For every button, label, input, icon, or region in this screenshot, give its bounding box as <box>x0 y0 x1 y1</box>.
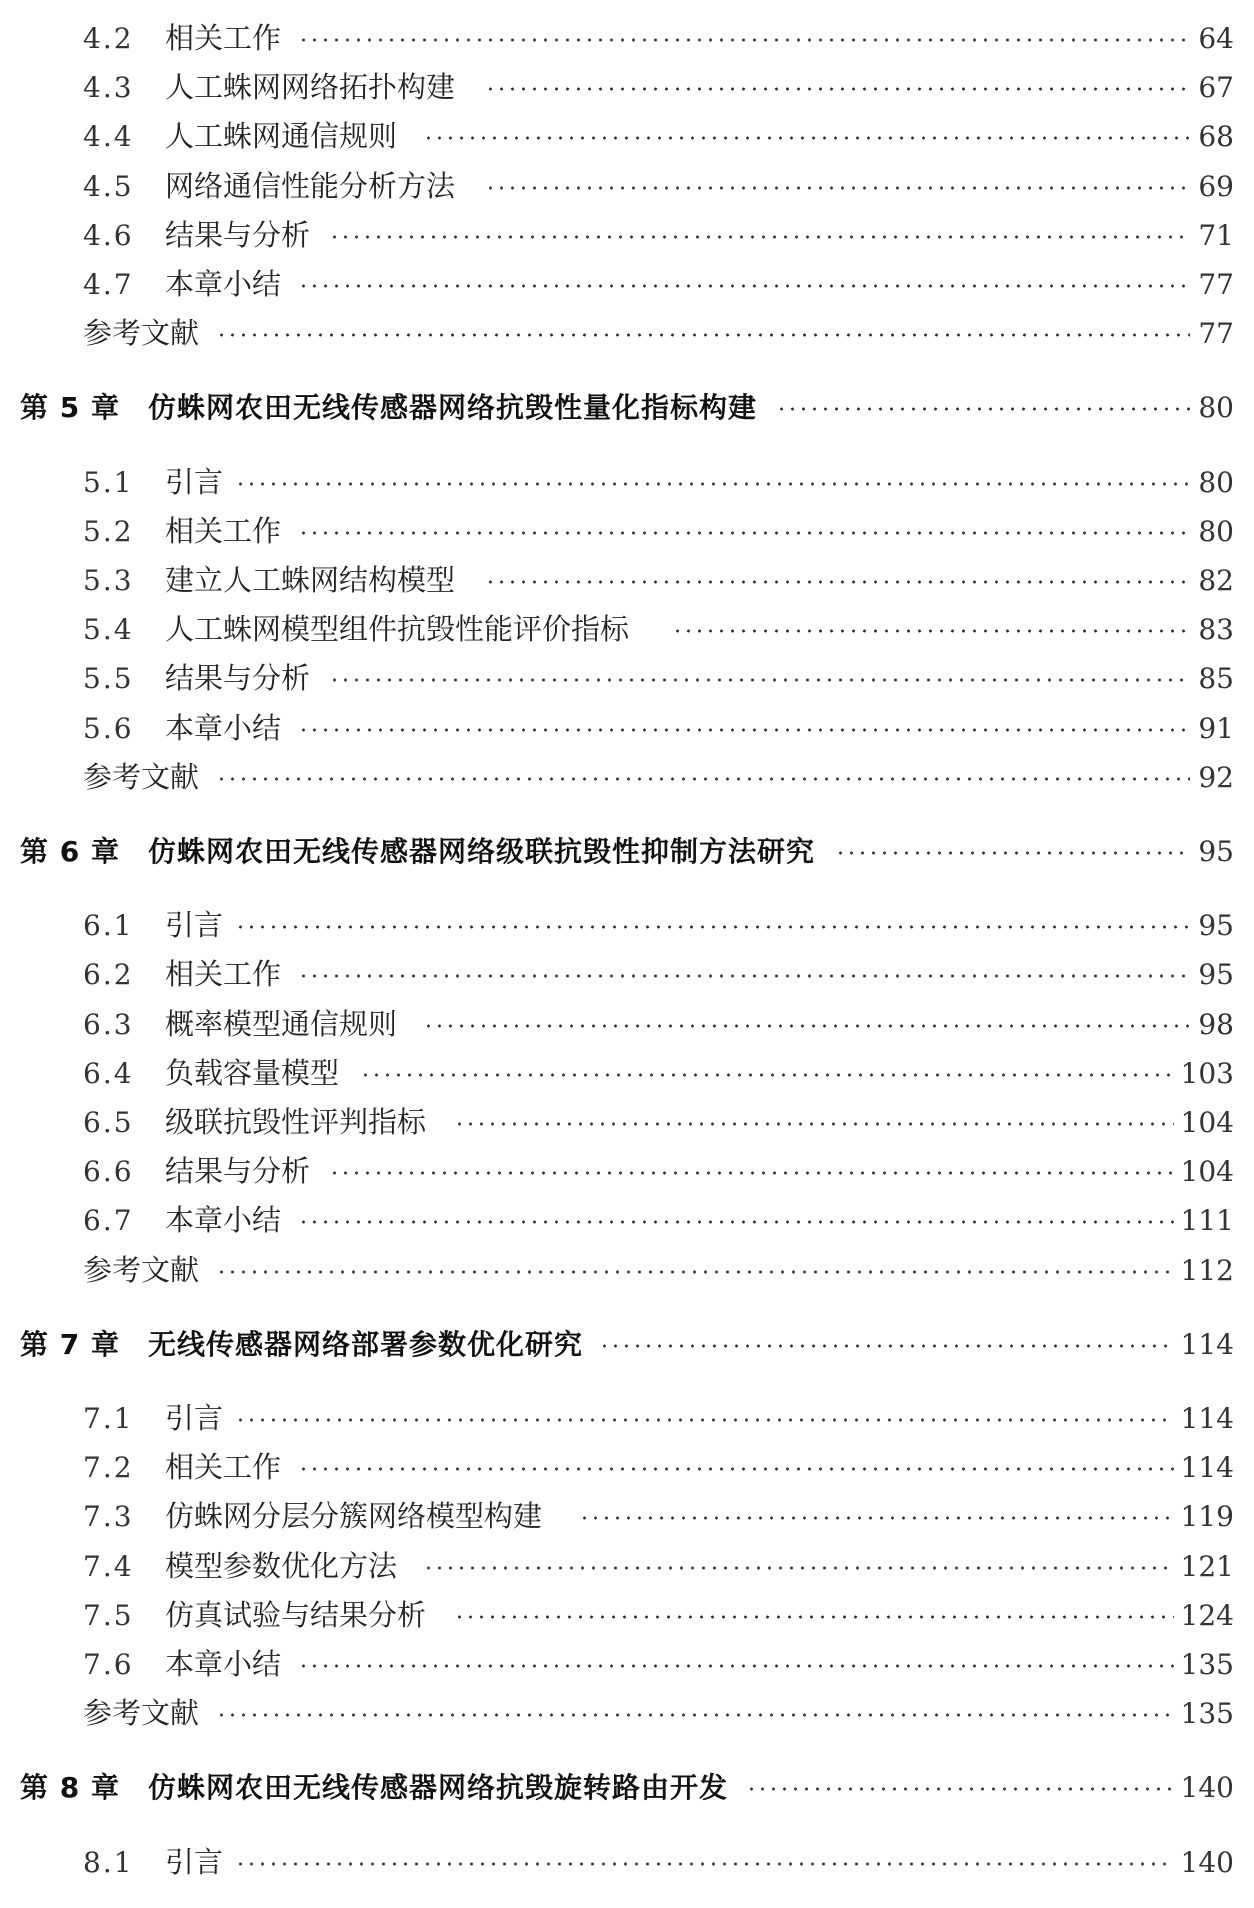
toc-leader-dots <box>298 284 1190 288</box>
toc-entry-row[interactable] <box>0 1196 1254 1245</box>
toc-leader-dots <box>298 974 1190 978</box>
toc-chapter-row[interactable] <box>0 383 1254 432</box>
toc-entry-number: 6.3 <box>83 1007 134 1041</box>
toc-leader-dots <box>298 531 1190 535</box>
toc-entry-row[interactable] <box>0 309 1254 358</box>
toc-entry-title: 仿蛛网分层分簇网络模型构建 <box>165 1499 543 1534</box>
toc-leader-dots <box>329 235 1190 239</box>
toc-page-number: 114 <box>1180 1327 1234 1361</box>
toc-entry-row[interactable] <box>0 1443 1254 1492</box>
toc-entry-number: 第 6 章 <box>20 835 120 868</box>
toc-page-number: 95 <box>1198 835 1234 868</box>
toc-entry-title: 结果与分析 <box>165 217 311 252</box>
toc-entry-title: 网络通信性能分析方法 <box>165 168 456 203</box>
toc-entry-row[interactable] <box>0 507 1254 556</box>
toc-entry-row[interactable] <box>0 1492 1254 1541</box>
toc-entry-number: 8.1 <box>83 1845 134 1879</box>
toc-leader-dots <box>216 1270 1174 1274</box>
toc-entry-number: 5.5 <box>83 662 134 696</box>
toc-entry-title: 参考文献 <box>83 1252 200 1287</box>
toc-leader-dots <box>423 1566 1174 1570</box>
toc-page-number: 124 <box>1180 1598 1234 1632</box>
toc-entry-row[interactable] <box>0 1049 1254 1098</box>
toc-page-number: 80 <box>1198 514 1234 548</box>
toc-entry-number: 7.4 <box>83 1549 134 1583</box>
toc-entry-title: 仿真试验与结果分析 <box>165 1597 427 1632</box>
toc-leader-dots <box>216 777 1190 781</box>
toc-leader-dots <box>216 333 1190 337</box>
toc-entry-title: 本章小结 <box>165 710 282 745</box>
toc-entry-title: 本章小结 <box>165 1647 282 1681</box>
toc-entry-row[interactable] <box>0 63 1254 112</box>
toc-entry-title: 相关工作 <box>165 1450 282 1485</box>
toc-leader-dots <box>235 925 1190 929</box>
toc-entry-number: 第 8 章 <box>20 1771 120 1805</box>
toc-entry-title: 引言 <box>165 464 224 499</box>
toc-entry-number: 4.3 <box>83 71 134 105</box>
toc-entry-title: 概率模型通信规则 <box>165 1006 398 1041</box>
toc-entry-title: 级联抗毁性评判指标 <box>165 1105 427 1139</box>
toc-page-number: 80 <box>1198 465 1234 499</box>
toc-entry-title: 建立人工蛛网结构模型 <box>165 563 456 597</box>
toc-page-number: 92 <box>1198 760 1234 794</box>
toc-entry-title: 引言 <box>165 1401 224 1435</box>
toc-entry-row[interactable] <box>0 1246 1254 1295</box>
toc-entry-number: 6.2 <box>83 958 134 992</box>
toc-page-number: 119 <box>1180 1500 1234 1534</box>
toc-entry-number: 5.4 <box>83 613 134 647</box>
toc-entry-title: 模型参数优化方法 <box>165 1548 398 1583</box>
toc-chapter-row[interactable] <box>0 827 1254 876</box>
toc-leader-dots <box>485 580 1190 584</box>
toc-page-number: 85 <box>1198 662 1234 696</box>
toc-leader-dots <box>776 407 1191 411</box>
toc-entry-number: 6.4 <box>83 1056 134 1090</box>
toc-entry-number: 5.2 <box>83 514 134 548</box>
toc-page-number: 140 <box>1180 1771 1234 1805</box>
toc-entry-row[interactable] <box>0 605 1254 654</box>
toc-entry-number: 4.4 <box>83 120 134 154</box>
toc-page-number: 83 <box>1198 613 1234 647</box>
toc-entry-number: 5.6 <box>83 711 134 745</box>
toc-leader-dots <box>298 1664 1174 1668</box>
toc-entry-row[interactable] <box>0 1147 1254 1196</box>
toc-leader-dots <box>454 1615 1174 1619</box>
toc-entry-title: 仿蛛网农田无线传感器网络抗毁性量化指标构建 <box>148 391 758 425</box>
toc-page-number: 114 <box>1180 1402 1234 1435</box>
toc-page-number: 82 <box>1198 564 1234 597</box>
toc-entry-row[interactable] <box>0 1689 1254 1738</box>
toc-page-number: 80 <box>1198 391 1234 425</box>
toc-entry-title: 人工蛛网网络拓扑构建 <box>165 70 456 105</box>
toc-leader-dots <box>235 1862 1174 1866</box>
toc-entry-number: 7.5 <box>83 1598 134 1632</box>
toc-entry-row[interactable] <box>0 211 1254 260</box>
toc-entry-number: 7.1 <box>83 1402 134 1435</box>
toc-entry-title: 相关工作 <box>165 513 282 548</box>
toc-entry-number: 6.5 <box>83 1106 134 1139</box>
toc-page-number: 104 <box>1180 1106 1234 1139</box>
toc-page-number: 111 <box>1180 1204 1234 1238</box>
toc-entry-number: 5.3 <box>83 564 134 597</box>
toc-entry-title: 引言 <box>165 1844 224 1879</box>
toc-entry-title: 本章小结 <box>165 267 282 301</box>
toc-leader-dots <box>423 1024 1190 1028</box>
toc-page-number: 64 <box>1198 22 1234 55</box>
toc-entry-number: 第 7 章 <box>20 1327 120 1361</box>
toc-entry-title: 结果与分析 <box>165 1154 311 1189</box>
toc-entry-number: 6.1 <box>83 909 134 943</box>
toc-entry-number: 6.6 <box>83 1155 134 1189</box>
toc-entry-title: 参考文献 <box>83 316 200 351</box>
toc-leader-dots <box>835 851 1191 855</box>
toc-entry-title: 本章小结 <box>165 1203 282 1238</box>
toc-entry-row[interactable] <box>0 1000 1254 1049</box>
toc-entry-number: 7.6 <box>83 1648 134 1681</box>
toc-entry-row[interactable] <box>0 1838 1254 1887</box>
toc-entry-title: 仿蛛网农田无线传感器网络抗毁旋转路由开发 <box>148 1771 729 1805</box>
toc-page-number: 112 <box>1180 1253 1234 1287</box>
toc-entry-title: 人工蛛网通信规则 <box>165 119 398 154</box>
toc-entry-row[interactable] <box>0 704 1254 753</box>
toc-page-number: 135 <box>1180 1648 1234 1681</box>
toc-page-number: 91 <box>1198 711 1234 745</box>
toc-entry-row[interactable] <box>0 950 1254 999</box>
toc-entry-row[interactable] <box>0 14 1254 63</box>
toc-page-number: 67 <box>1198 71 1234 105</box>
toc-leader-dots <box>423 136 1190 140</box>
toc-entry-row[interactable] <box>0 112 1254 161</box>
toc-entry-title: 参考文献 <box>83 759 200 794</box>
toc-entry-title: 引言 <box>165 908 224 943</box>
toc-entry-title: 参考文献 <box>83 1696 200 1731</box>
toc-entry-row[interactable] <box>0 654 1254 703</box>
toc-entry-row[interactable] <box>0 1098 1254 1147</box>
toc-leader-dots <box>599 1344 1175 1348</box>
toc-leader-dots <box>298 728 1190 732</box>
toc-leader-dots <box>360 1073 1174 1077</box>
toc-leader-dots <box>298 38 1190 42</box>
toc-entry-row[interactable] <box>0 1394 1254 1443</box>
toc-entry-title: 仿蛛网农田无线传感器网络级联抗毁性抑制方法研究 <box>148 835 816 868</box>
toc-page-number: 135 <box>1180 1697 1234 1731</box>
toc-page-number: 114 <box>1180 1451 1234 1485</box>
toc-page-number: 121 <box>1180 1549 1234 1583</box>
toc-page-number: 69 <box>1198 169 1234 203</box>
toc-entry-row[interactable] <box>0 1640 1254 1689</box>
toc-entry-row[interactable] <box>0 901 1254 950</box>
toc-entry-number: 6.7 <box>83 1204 134 1238</box>
toc-entry-number: 4.2 <box>83 22 134 55</box>
toc-entry-title: 相关工作 <box>165 21 282 55</box>
toc-leader-dots <box>485 186 1190 190</box>
toc-entry-row[interactable] <box>0 260 1254 309</box>
toc-page-number: 103 <box>1180 1056 1234 1090</box>
toc-page-number: 71 <box>1198 218 1234 252</box>
toc-leader-dots <box>746 1787 1174 1791</box>
toc-leader-dots <box>672 629 1190 633</box>
toc-page-number: 68 <box>1198 120 1234 154</box>
toc-entry-title: 负载容量模型 <box>165 1055 340 1090</box>
toc-entry-row[interactable] <box>0 162 1254 211</box>
toc-page-number: 95 <box>1198 958 1234 992</box>
toc-entry-title: 相关工作 <box>165 957 282 992</box>
toc-entry-number: 4.5 <box>83 169 134 203</box>
toc-entry-number: 4.6 <box>83 218 134 252</box>
toc-entry-number: 7.3 <box>83 1500 134 1534</box>
toc-entry-number: 5.1 <box>83 465 134 499</box>
toc-entry-title: 无线传感器网络部署参数优化研究 <box>148 1327 584 1361</box>
toc-page-number: 98 <box>1198 1007 1234 1041</box>
toc-leader-dots <box>298 1220 1174 1224</box>
toc-entry-number: 第 5 章 <box>20 391 120 425</box>
toc-page-number: 104 <box>1180 1155 1234 1189</box>
toc-entry-row[interactable] <box>0 1591 1254 1640</box>
toc-leader-dots <box>235 1418 1174 1422</box>
toc-entry-row[interactable] <box>0 753 1254 802</box>
toc-entry-row[interactable] <box>0 458 1254 507</box>
toc-page-number: 95 <box>1198 909 1234 943</box>
toc-entry-title: 人工蛛网模型组件抗毁性能评价指标 <box>165 612 630 647</box>
toc-leader-dots <box>485 87 1190 91</box>
toc-entry-row[interactable] <box>0 556 1254 605</box>
toc-chapter-row[interactable] <box>0 1320 1254 1369</box>
toc-leader-dots <box>454 1122 1174 1126</box>
toc-page-number: 77 <box>1198 268 1234 301</box>
toc-entry-number: 4.7 <box>83 268 134 301</box>
toc-leader-dots <box>298 1467 1174 1471</box>
toc-chapter-row[interactable] <box>0 1763 1254 1812</box>
toc-leader-dots <box>235 482 1190 486</box>
toc-leader-dots <box>216 1713 1174 1717</box>
toc-entry-number: 7.2 <box>83 1451 134 1485</box>
toc-leader-dots <box>329 678 1190 682</box>
toc-page-number: 77 <box>1198 317 1234 351</box>
toc-leader-dots <box>579 1516 1174 1520</box>
toc-page-number: 140 <box>1180 1845 1234 1879</box>
toc-entry-row[interactable] <box>0 1542 1254 1591</box>
toc-entry-title: 结果与分析 <box>165 661 311 696</box>
toc-leader-dots <box>329 1171 1174 1175</box>
